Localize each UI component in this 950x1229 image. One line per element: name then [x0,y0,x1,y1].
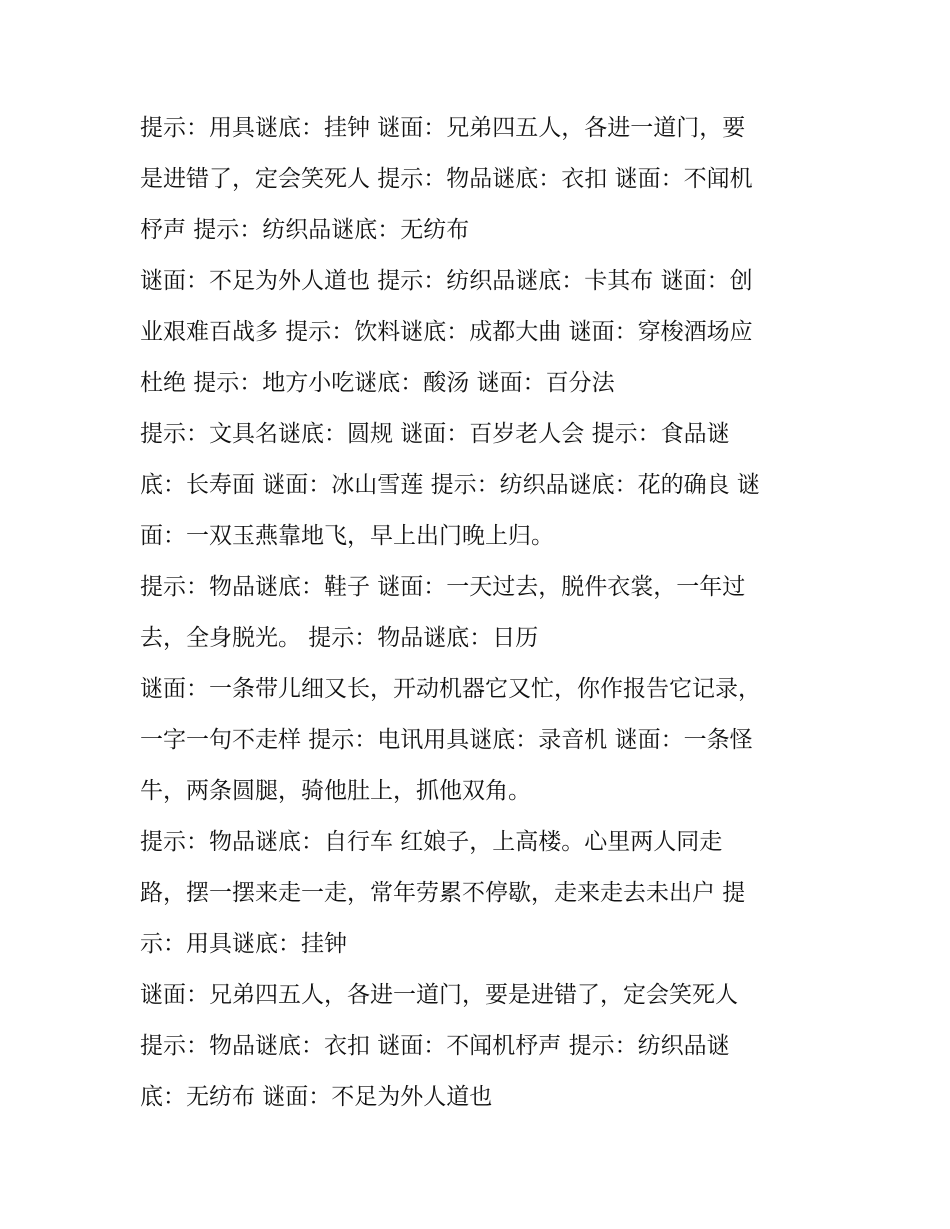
text-line: 牛，两条圆腿，骑他肚上，抓他双角。 [140,778,531,804]
text-line: 是进错了，定会笑死人 提示：物品谜底：衣扣 谜面：不闻机 [140,166,753,192]
text-line: 业艰难百战多 提示：饮料谜底：成都大曲 谜面：穿梭酒场应 [140,319,753,345]
text-line: 提示：用具谜底：挂钟 谜面：兄弟四五人，各进一道门，要 [140,115,746,141]
text-line: 提示：物品谜底：自行车 红娘子，上高楼。心里两人同走 [140,829,723,855]
text-line: 示：用具谜底：挂钟 [140,931,347,957]
text-line: 提示：文具名谜底：圆规 谜面：百岁老人会 提示：食品谜 [140,421,730,447]
text-line: 路，摆一摆来走一走，常年劳累不停歇，走来走去未出户 提 [140,880,746,906]
text-line: 谜面：不足为外人道也 提示：纺织品谜底：卡其布 谜面：创 [140,268,753,294]
text-line: 谜面：一条带儿细又长，开动机器它又忙，你作报告它记录， [140,676,761,702]
text-line: 底：无纺布 谜面：不足为外人道也 [140,1084,493,1110]
text-line: 提示：物品谜底：鞋子 谜面：一天过去，脱件衣裳，一年过 [140,574,746,600]
text-line: 杼声 提示：纺织品谜底：无纺布 [140,217,470,243]
text-line: 提示：物品谜底：衣扣 谜面：不闻机杼声 提示：纺织品谜 [140,1033,730,1059]
riddle-text-body [140,103,820,1123]
text-line: 谜面：兄弟四五人，各进一道门，要是进错了，定会笑死人 [140,982,738,1008]
text-line: 一字一句不走样 提示：电讯用具谜底：录音机 谜面：一条怪 [140,727,753,753]
text-line: 底：长寿面 谜面：冰山雪莲 提示：纺织品谜底：花的确良 谜 [140,472,760,498]
text-line: 杜绝 提示：地方小吃谜底：酸汤 谜面：百分法 [140,370,615,396]
text-line: 去，全身脱光。 提示：物品谜底：日历 [140,625,539,651]
text-line: 面：一双玉燕靠地飞，早上出门晚上归。 [140,523,554,549]
